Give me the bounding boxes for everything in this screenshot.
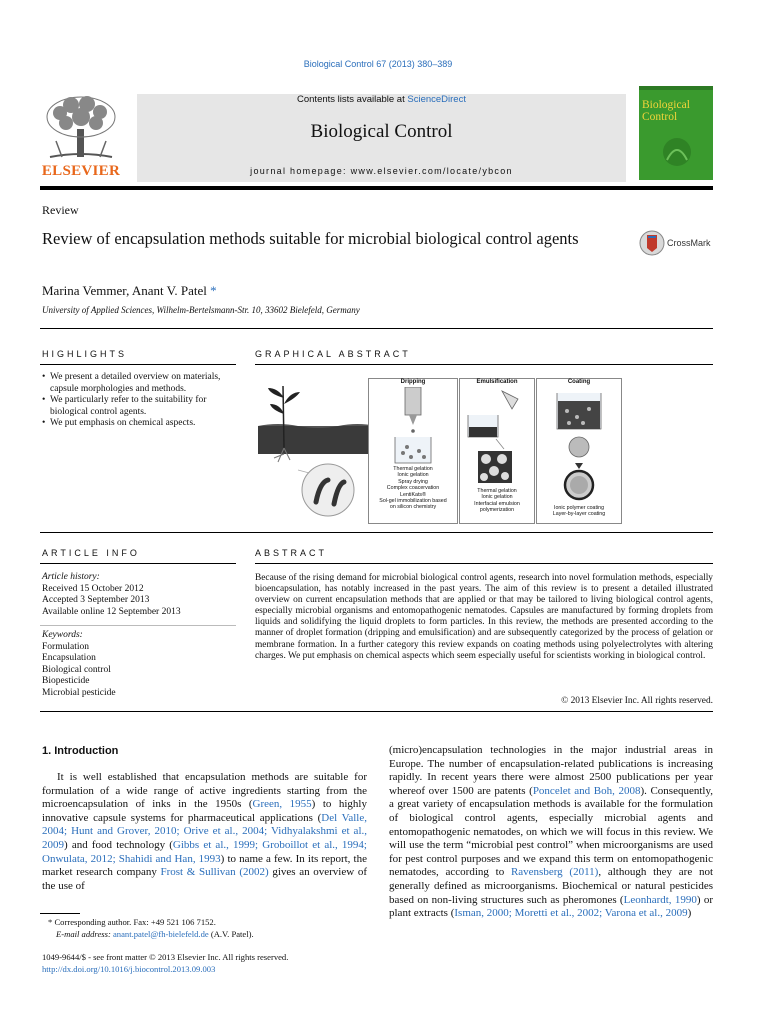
footnote-rule: [40, 913, 80, 914]
keywords-label: Keywords:: [42, 630, 83, 640]
plant-illustration: [258, 378, 376, 522]
article-title: Review of encapsulation methods suitable for microbial biological control agents: [42, 229, 579, 248]
crossmark-label: CrossMark: [667, 238, 711, 248]
journal-reference[interactable]: Biological Control 67 (2013) 380–389: [303, 59, 453, 69]
abstract-copyright: © 2013 Elsevier Inc. All rights reserved.: [561, 696, 713, 706]
dripping-panel: [368, 378, 458, 524]
keyword-item: Encapsulation: [42, 653, 96, 663]
issn-line: 1049-9644/$ - see front matter © 2013 Elsevier Inc. All rights reserved.: [42, 952, 289, 962]
highlight-item: • We put emphasis on chemical aspects.: [42, 418, 222, 430]
sciencedirect-link[interactable]: ScienceDirect: [407, 94, 466, 105]
section-rule: [40, 711, 713, 712]
highlight-item: • We present a detailed overview on materials, capsule morphologies and methods.: [42, 372, 222, 395]
keyword-item: Microbial pesticide: [42, 687, 116, 698]
corresponding-author-mark[interactable]: *: [210, 283, 217, 298]
coating-caption: Ionic polymer coating Layer-by-layer coating: [552, 505, 606, 518]
graphical-abstract-rule: [255, 364, 713, 365]
dripping-title: Dripping: [400, 379, 426, 385]
coating-panel: [536, 378, 622, 524]
page-footer: [42, 952, 442, 975]
citation-link[interactable]: Leonhardt, 1990: [623, 893, 697, 906]
citation-link[interactable]: Ravensberg (2011): [510, 866, 599, 879]
introduction-heading: 1. Introduction: [42, 745, 119, 757]
cover-title: Biological Control: [642, 99, 690, 123]
crossmark-badge[interactable]: [639, 230, 719, 260]
dripping-icon: [391, 387, 435, 465]
citation-link[interactable]: Gibbs et al., 1999; Groboillot et al., 1994; Onwulata, 2012; Shahidi and Han, 1993: [42, 838, 367, 865]
graphical-abstract-heading: GRAPHICAL ABSTRACT: [255, 349, 411, 359]
section-rule: [40, 532, 713, 533]
keywords: [42, 630, 232, 699]
emulsification-icon: [462, 387, 532, 485]
history-label: Article history:: [42, 572, 100, 582]
highlights-rule: [40, 364, 236, 365]
affiliation: University of Applied Sciences, Wilhelm-Bertelsmann-Str. 10, 33602 Bielefeld, Germany: [42, 305, 360, 315]
history-accepted: Accepted 3 September 2013: [42, 595, 150, 605]
section-rule: [40, 328, 713, 329]
intro-column-right: (micro)encapsulation technologies in the major industrial areas in Europe. The number of encapsulation-related publications is increasing rapidly. In recent years there were almost 2500 publications per year whereof over 1500 are patents (Poncelet and Boh, 2008). Consequently, a great variety of encapsulation methods is available for the formulation of biological control agents, especially microbial agents and entomopathogenic nematodes, on which we will focus in this review. We will use the term “microbial pest control” when microorganisms are used for pest control purposes and we expand this term on entomopathogenic nematodes, according to Ravensberg (2011), although they are not generally defined as microorganisms. Biochemical or natural pesticides based on non-living structures such as pheromones (Leonhardt, 1990) or plant extracts (Isman, 2000; Moretti et al., 2002; Varona et al., 2009): [389, 744, 714, 920]
citation-link[interactable]: Frost & Sullivan (2002): [160, 866, 269, 879]
history-online: Available online 12 September 2013: [42, 606, 181, 617]
keyword-item: Formulation: [42, 641, 89, 652]
emulsification-caption: Thermal gelation Ionic gelation Interfacial emulsion polymerization: [474, 488, 520, 514]
crossmark-icon: [639, 230, 665, 256]
publisher-name: ELSEVIER: [41, 163, 121, 179]
article-info-heading: ARTICLE INFO: [42, 548, 140, 558]
keyword-item: Biopesticide: [42, 676, 90, 686]
highlights-list: [42, 372, 222, 430]
highlight-item: • We particularly refer to the suitability for biological control agents.: [42, 395, 222, 418]
abstract-rule: [255, 563, 713, 564]
article-info-rule: [40, 563, 236, 564]
doi-link[interactable]: http://dx.doi.org/10.1016/j.biocontrol.2013.09.003: [42, 963, 216, 974]
history-received: Received 15 October 2012: [42, 583, 144, 594]
contents-line: Contents lists available at ScienceDirect: [297, 94, 466, 105]
journal-cover[interactable]: [639, 86, 713, 180]
emulsification-panel: [459, 378, 535, 524]
coating-icon: [549, 387, 609, 503]
emulsification-title: Emulsification: [476, 379, 518, 385]
keywords-rule: [40, 625, 236, 626]
footnote: [48, 917, 368, 940]
footnote-corresponding: * Corresponding author. Fax: +49 521 106 7152.: [48, 917, 216, 927]
abstract-text: Because of the rising demand for microbial biological control agents, research into novel formulation methods, especially bioencapsulation, has notably increased in the past years. The aim of this review is to present a detailed illustrated overview on current encapsulation methods that are applied or that may be tailored to living biological control agents, especially microbial organisms and entomopathogenic nematodes. Capsules are manufactured by forming droplets from liquids and solidifying the liquid droplets to form particles. In this review, the methods are presented according to the manner of droplet formation (dripping and emulsification) and are subsequently categorized by the process of gelation or membrane formation. In a further category this review expands on coating methods using polyelectrolytes with altering charges. We put emphasis on chemical aspects which seem especially useful for scientists working in biological control.: [255, 573, 713, 661]
citation-link[interactable]: Green, 1955: [252, 798, 312, 811]
citation-link[interactable]: Del Valle, 2004; Hunt and Grover, 2010; Orive et al., 2004; Vidhyalakshmi et al., 2009: [42, 811, 367, 851]
author-email-link[interactable]: anant.patel@fh-bielefeld.de: [112, 928, 209, 939]
elsevier-logo[interactable]: [40, 95, 122, 181]
authors: Marina Vemmer, Anant V. Patel *: [42, 283, 217, 298]
abstract-heading: ABSTRACT: [255, 548, 328, 558]
cover-artwork-icon: [657, 132, 697, 172]
journal-homepage[interactable]: journal homepage: www.elsevier.com/locate/ybcon: [250, 166, 513, 176]
highlights-heading: HIGHLIGHTS: [42, 349, 128, 359]
article-type: Review: [42, 203, 79, 217]
header-rule: [40, 186, 713, 190]
article-history: [42, 572, 232, 618]
citation-link[interactable]: Poncelet and Boh, 2008: [532, 784, 641, 797]
citation-link[interactable]: Isman, 2000; Moretti et al., 2002; Varona et al., 2009: [454, 907, 688, 920]
footnote-email-line: E-mail address: anant.patel@fh-bielefeld.de (A.V. Patel).: [56, 928, 254, 939]
intro-column-left: It is well established that encapsulation methods are suitable for formulation of a wide range of active ingredients starting from the microencapsulation of inks in the 1950s (Green, 1955) to highly innovative capsule systems for pharmaceutical applications (Del Valle, 2004; Hunt and Grover, 2010; Orive et al., 2004; Vidhyalakshmi et al., 2009) and food technology (Gibbs et al., 1999; Groboillot et al., 1994; Onwulata, 2012; Shahidi and Han, 1993) to name a few. In its report, the market research company Frost & Sullivan (2002) gives an overview of the use of: [42, 771, 367, 892]
graphical-abstract-figure: [258, 378, 622, 522]
coating-title: Coating: [567, 379, 591, 385]
journal-header-box: [137, 94, 626, 182]
journal-title: Biological Control: [310, 121, 453, 142]
dripping-caption: Thermal gelation Ionic gelation Spray drying Complex coacervation LentiKats® Sol-gel immobilization based on silicon chemistry: [379, 466, 447, 511]
keyword-item: Biological control: [42, 664, 111, 675]
elsevier-tree-icon: [40, 95, 122, 163]
